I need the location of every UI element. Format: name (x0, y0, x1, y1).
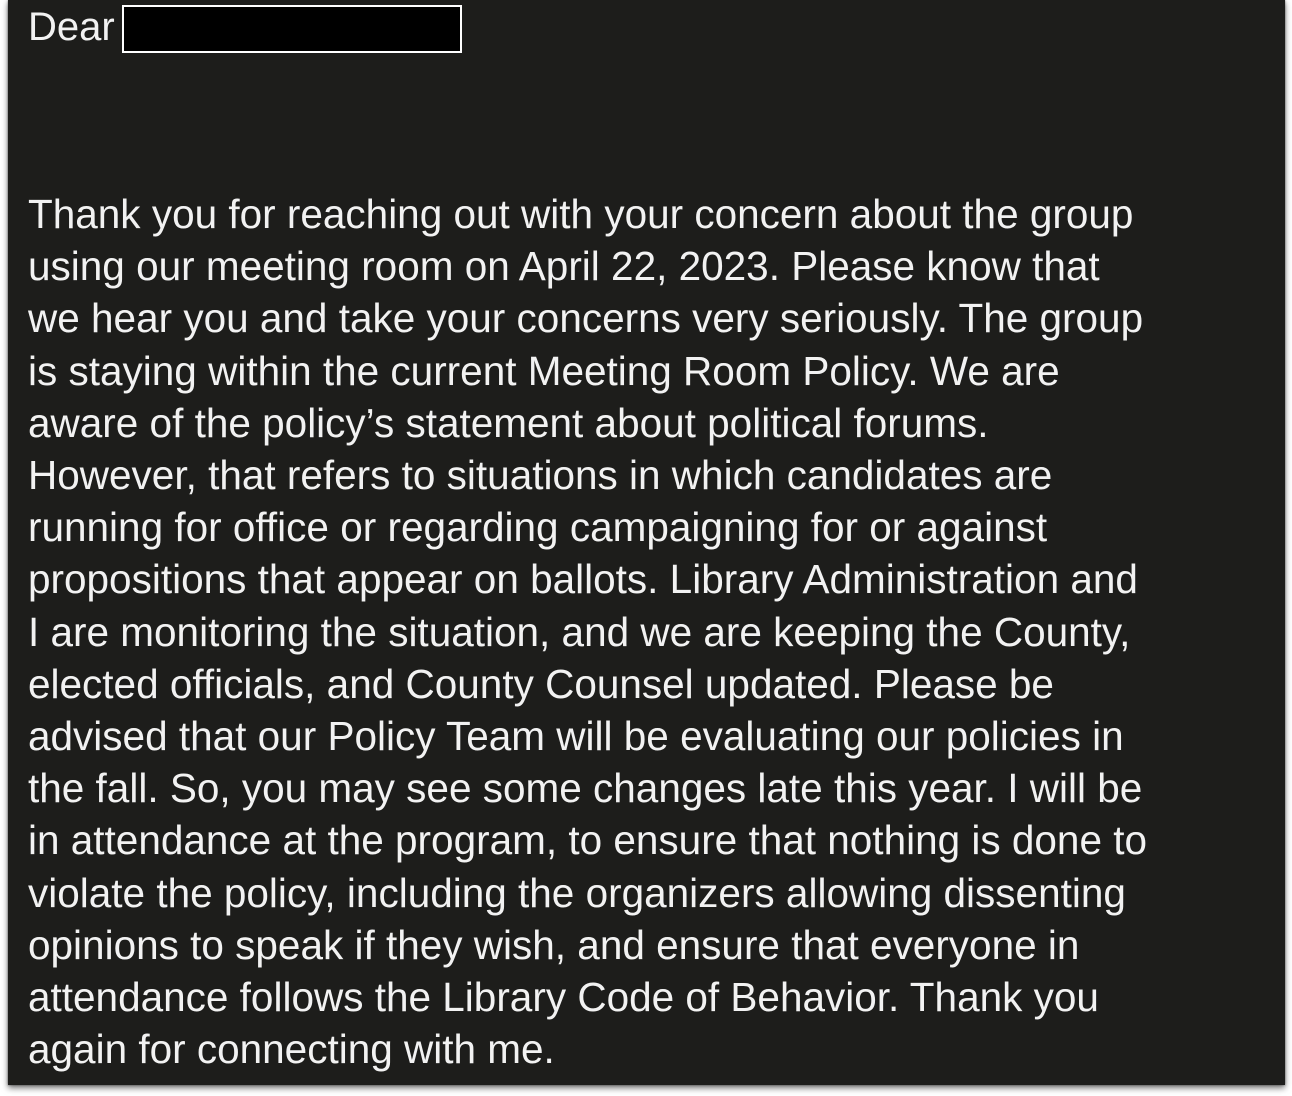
letter-line: I are monitoring the situation, and we are keeping the County, (28, 608, 1131, 655)
redacted-name-box (122, 5, 462, 53)
letter-line: using our meeting room on April 22, 2023. Please know that (28, 243, 1100, 290)
salutation: Dear (28, 4, 115, 49)
letter-line: violate the policy, including the organizers allowing dissenting (28, 869, 1126, 916)
letter-line: running for office or regarding campaigning for or against (28, 504, 1048, 551)
letter-line: aware of the policy’s statement about political forums. (28, 399, 989, 446)
letter-line: the fall. So, you may see some changes late this year. I will be (28, 765, 1143, 812)
letter-line: again for connecting with me. (28, 1026, 555, 1073)
letter-line: Thank you for reaching out with your concern about the group (28, 191, 1134, 237)
letter-body (28, 188, 1278, 1075)
letter-line: elected officials, and County Counsel updated. Please be (28, 660, 1054, 707)
letter-line: propositions that appear on ballots. Library Administration and (28, 556, 1138, 603)
letter-line: is staying within the current Meeting Room Policy. We are (28, 347, 1060, 394)
letter-line: However, that refers to situations in which candidates are (28, 452, 1053, 499)
letter-screenshot (8, 0, 1285, 1085)
letter-line: opinions to speak if they wish, and ensure that everyone in (28, 921, 1080, 968)
letter-line: attendance follows the Library Code of Behavior. Thank you (28, 974, 1099, 1021)
letter-line: we hear you and take your concerns very seriously. The group (28, 295, 1144, 342)
letter-line: advised that our Policy Team will be evaluating our policies in (28, 713, 1124, 760)
letter-line: in attendance at the program, to ensure that nothing is done to (28, 817, 1148, 864)
